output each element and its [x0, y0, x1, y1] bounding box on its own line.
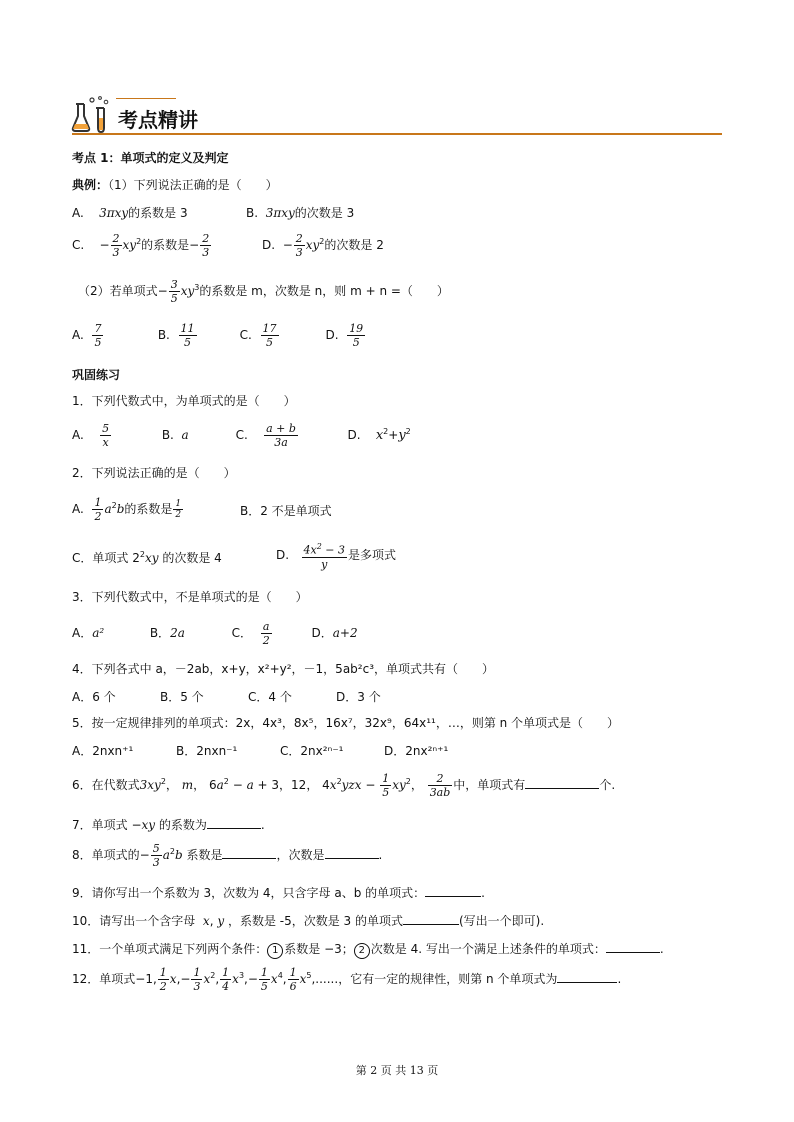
- p3-options: A．a² B．2a C． $\frac{a}{2}$ D．a+2: [72, 620, 358, 647]
- example-label: 典例：: [72, 178, 109, 192]
- header-logo: [70, 94, 112, 134]
- p2-option-d: D. $\frac{4x^2 - 3}{y}$ 是多项式: [276, 542, 397, 571]
- q1-option-b: B. 3πxy的次数是 3: [246, 206, 355, 220]
- section-heading: 考点 1：单项式的定义及判定: [72, 151, 229, 165]
- practice-heading: 巩固练习: [72, 368, 121, 382]
- q1-stem: （1）下列说法正确的是（ ）: [108, 178, 278, 192]
- p11: 11．一个单项式满足下列两个条件： 1 系数是 −3； 2 次数是 4. 写出一个满足上述条件的单项式： .: [72, 940, 664, 959]
- header-rule-top: [116, 98, 176, 99]
- page-title: 考点精讲: [118, 108, 198, 132]
- q1-option-d: D. − $\frac{2}{3}$ $xy^2$的次数是 2: [262, 232, 384, 259]
- p8-coef-blank[interactable]: [222, 846, 276, 859]
- q1-option-c: C. − $\frac{2}{3}$ $xy^2$的系数是− $\frac{2}{3}$: [72, 232, 210, 259]
- p12-answer-blank[interactable]: [557, 970, 617, 983]
- p8-degree-blank[interactable]: [325, 846, 379, 859]
- p4-options: A．6 个 B．5 个 C．4 个 D．3 个: [72, 690, 381, 704]
- p2-option-c: C．单项式 $2^2xy$ 的次数是 4: [72, 550, 222, 565]
- p2-option-a: A. $\frac{1}{2}$ $a^2b$的系数是 $\frac{1}{2}$: [72, 496, 182, 523]
- p3-stem: 3．下列代数式中，不是单项式的是（ ）: [72, 590, 308, 604]
- p12: 12．单项式−1, $\frac{1}{2}$ x,− $\frac{1}{3}$ $x^2$, $\frac{1}{4}$ $x^3,-$ $\frac{1}{5}$ $x^4$, $\frac{1}{6}$ $x^5$,......，它有一定的规律性，则第 n 个单项式为 .: [72, 966, 622, 993]
- example-q1: [72, 176, 278, 193]
- header-rule: [72, 133, 722, 135]
- p5-stem: 5．按一定规律排列的单项式：2x，4x³，8x⁵，16x⁷，32x⁹，64x¹¹，…，则第 n 个单项式是（ ）: [72, 716, 620, 730]
- example-q2: （2）若单项式− $\frac{3}{5}$ $xy^3$的系数是 m，次数是 n，则 m + n =（ ）: [78, 278, 449, 305]
- q1-option-a: A. 3πxy的系数是 3: [72, 206, 188, 220]
- q2-options: A. $\frac{7}{5}$ B. $\frac{11}{5}$ C. $\frac{17}{5}$ D. $\frac{19}{5}$: [72, 322, 364, 349]
- p4-stem: 4．下列各式中 a，－2ab，x+y，x²+y²，－1，5ab²c³，单项式共有（ ）: [72, 662, 495, 676]
- p11-answer-blank[interactable]: [606, 940, 660, 953]
- p10-answer-blank[interactable]: [403, 912, 459, 925]
- p1-stem: 1．下列代数式中，为单项式的是（ ）: [72, 394, 296, 408]
- p7-answer-blank[interactable]: [207, 816, 261, 829]
- flask-icon: [70, 94, 112, 134]
- p10: 10．请写出一个含字母 x, y ，系数是 -5，次数是 3 的单项式 (写出一个即可).: [72, 914, 545, 928]
- p7: 7．单项式 −xy 的系数为 .: [72, 818, 265, 832]
- p5-options: A．2nxn⁺¹ B．2nxn⁻¹ C．2nx²ⁿ⁻¹ D．2nx²ⁿ⁺¹: [72, 744, 449, 758]
- p2-option-b: B．2 不是单项式: [240, 504, 332, 518]
- p8: 8．单项式的− $\frac{5}{3}$ $a^2b$ 系数是 ，次数是 .: [72, 842, 383, 869]
- p1-options: A. $\frac{5}{x}$ B. a C. $\frac{a + b}{3a}$ D. $x^2+y^2$: [72, 422, 411, 449]
- p2-stem: 2．下列说法正确的是（ ）: [72, 466, 236, 480]
- page-footer: 第 2 页 共 13 页: [355, 1064, 439, 1077]
- p9-answer-blank[interactable]: [425, 884, 481, 897]
- p6: 6．在代数式$3xy^2$， m， $6a^2 - a + 3$，12， $4x^2yzx$ − $\frac{1}{5}$ $xy^2$， $\frac{2}{3ab}$ 中，单项式有 个.: [72, 772, 616, 799]
- p9: 9．请你写出一个系数为 3，次数为 4，只含字母 a、b 的单项式： .: [72, 886, 485, 900]
- p6-answer-blank[interactable]: [525, 776, 599, 789]
